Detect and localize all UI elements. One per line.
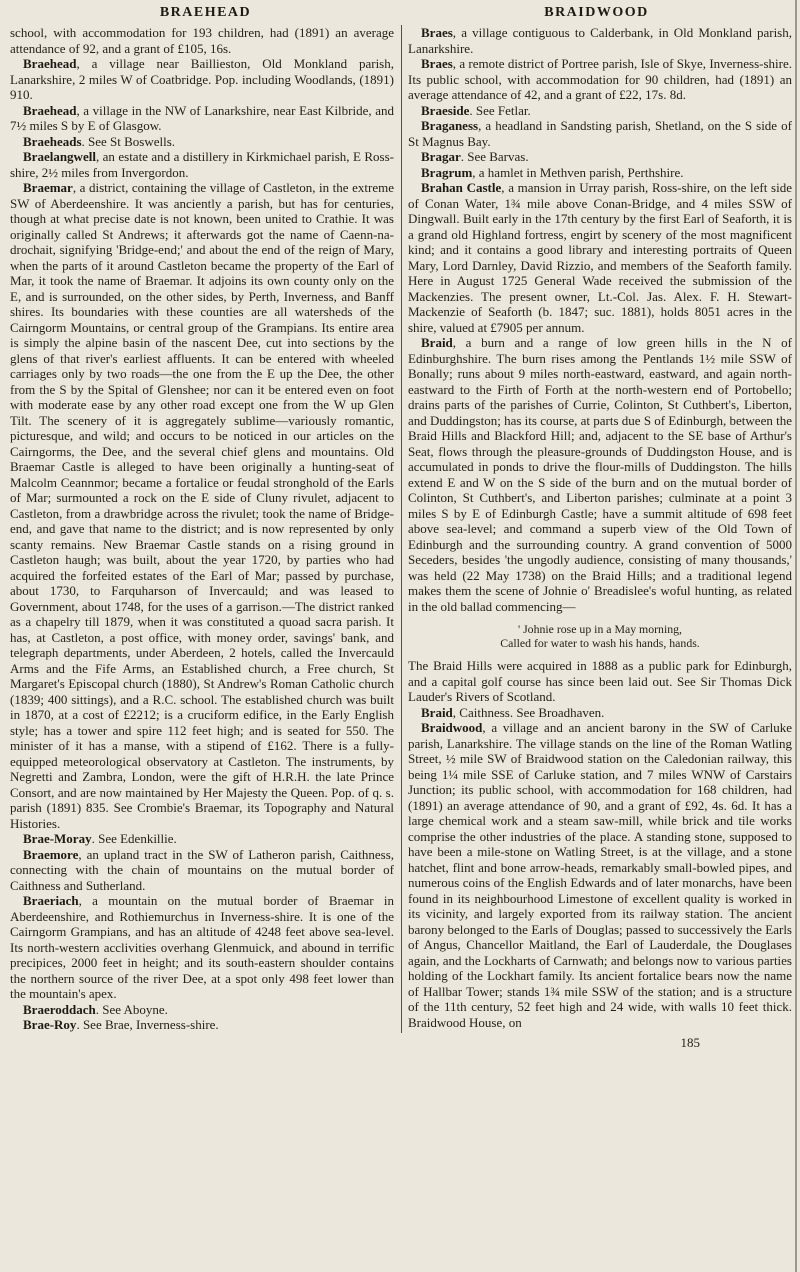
gazetteer-entry [10,134,394,150]
entry-term: Bragar [421,149,461,164]
column-left [10,25,394,1033]
ballad-quote [408,622,792,650]
gazetteer-entry [408,705,792,721]
entry-text: . See Brae, Inverness-shire. [76,1017,219,1032]
entry-text: . See St Boswells. [81,133,176,149]
gazetteer-entry [408,103,792,119]
entry-text: . See Barvas. [460,149,529,164]
gazetteer-entry [408,180,792,335]
entry-term: Braemore [23,846,79,862]
entry-text: , a remote district of Portree parish, Isle of Skye, Inverness-shire. Its public school, with accommodation for 90 children, had (1891) an average attendance of 42, and a grant of £22, 17s. 8d. [408,56,792,102]
entry-text: , Caithness. See Broadhaven. [452,704,605,720]
gazetteer-entry [10,847,394,894]
entry-term: Brahan Castle [421,180,502,195]
entry-text: , a burn and a range of low green hills in the N of Edinburghshire. The burn rises among the Pentlands 1½ mile SSW of Bonally; runs about 9 miles north-eastward, eastward, and again north-eastward to the Firth of Forth at the north-western end of Portobello; drains parts of the parishes of Currie, Colinton, St Cuthbert's, Liberton, and Duddingston; has its course, at parts due S of Edinburgh, between the Braid Hills and Blackford Hill; and, adjacent to the SE base of Arthur's Seat, flows through the pleasure-grounds of Duddingston House, and is accumulated in ponds to drive the flour-mills of Duddingston. The hills extend E and W on the S side of the burn and on the mutual border of Colinton, St Cuthbert's, and Liberton parishes; culminate at a point 3 miles S by E of Edinburgh Castle; have a summit altitude of 698 feet above sea-level; and command a superb view of the Old Town of Edinburgh and the surrounding country. A grand convention of 5000 Seceders, besides 'the ungodly audience, consisting of many thousands,' was held (22 May 1738) on the Braid Hills; and a traditional legend makes them the scene of Johnie o' Breadislee's woful hunting, as related in the old ballad commencing— [408,335,792,614]
column-right [408,25,792,1033]
entry-text: , a village near Baillieston, Old Monkland parish, Lanarkshire, 2 miles W of Coatbridge. Pop. including Woodlands, (1891) 910. [10,56,394,102]
gazetteer-entry [10,180,394,831]
gazetteer-entry [408,149,792,165]
entry-text: . See Fetlar. [469,102,531,118]
continuation-paragraph [10,25,394,56]
gazetteer-entry [408,720,792,1030]
scan-edge [795,0,797,1272]
entry-text: , a mansion in Urray parish, Ross-shire, on the left side of Conan Water, 1¾ mile above Conan-Bridge, and 4 miles SSW of Dingwall. Built early in the 17th century by the first Earl of Seaforth, it is a grand old Highland fortress, engirt by scenery of the most magnificent kind; and it contains a good library and interesting portraits of Queen Mary, Lord Darnley, David Rizzio, and members of the Seaforth family. Here in August 1725 General Wade received the submission of the Mackenzies. The present owner, Lt.-Col. Jas. Alex. F. H. Stewart-Mackenzie of Seaforth (b. 1847; suc. 1881), holds 8051 acres in the shire, valued at £7905 per annum. [408,180,793,335]
entry-text: , a village contiguous to Calderbank, in Old Monkland parish, Lanarkshire. [408,25,792,56]
gazetteer-entry [408,165,792,181]
entry-term: Braid [421,704,453,720]
entry-term: Braehead [23,102,77,118]
gazetteer-entry [10,56,394,103]
running-head-left: BRAEHEAD [159,5,252,20]
entry-text: school, with accommodation for 193 children, had (1891) an average attendance of 92, and a grant of £105, 16s. [10,25,394,56]
gazetteer-entry [10,1017,394,1033]
entry-term: Braid [421,335,453,350]
entry-term: Braelangwell [23,149,96,164]
entry-term: Braganess [421,118,479,133]
gazetteer-entry [10,149,394,180]
gazetteer-entry [408,335,792,614]
gazetteer-entry [408,118,792,149]
entry-text: , an upland tract in the SW of Latheron parish, Caithness, connecting with the chain of mountains on the mutual border of Caithness and Sutherland. [10,846,394,893]
quote-line: ' Johnie rose up in a May morning, [518,622,682,636]
entry-term: Braemar [23,180,73,195]
continuation-paragraph [408,658,792,705]
entry-term: Brae-Moray [23,831,92,846]
gazetteer-entry [408,25,792,56]
page-number: 185 [680,1034,700,1050]
entry-term: Braeroddach [23,1001,96,1017]
entry-text: , a hamlet in Methven parish, Perthshire. [472,164,684,180]
running-heads [10,5,792,21]
entry-text: , a mountain on the mutual border of Braemar in Aberdeenshire, and Rothiemurchus in Inverness-shire. It is one of the Cairngorm Grampians, and has an altitude of 4248 feet above sea-level. Its north-western acclivities overhang Glenmuick, and abound in terrific precipices, 2000 feet in height; and its south-eastern shoulder contains the northern source of the river Dee, at a spot only 498 feet lower than the mountain's apex. [10,893,394,1001]
entry-term: Braeside [421,102,470,118]
gazetteer-entry [10,893,394,1002]
entry-term: Braeheads [23,133,82,149]
entry-text: , a village and an ancient barony in the SW of Carluke parish, Lanarkshire. The village stands on the line of the Roman Watling Street, ½ mile SW of Braidwood station on the Caledonian railway, this being 1¼ mile SSE of Carluke station, and 7 miles WNW of Carstairs Junction; its public school, with accommodation for 168 children, had (1891) an average attendance of 90, and a grant of £92, 4s. 6d. It has a large chemical work and a steam saw-mill, while brick and tile works comprise the other industries of the place. A standing stone, supposed to have been a mile-stone on Watling Street, is at the village, and a stone hatchet, flint and bone arrow-heads, remarkably small-bowled pipes, and numerous coins of the English Edwards and of later monarchs, have been found in its neighbourhood Limestone of excellent quality is worked in its vicinity, and largely exported from its railway station. The ancient barony belonged to the Earls of Douglas; passed to successively the Earls of Angus, Chancellor Maitland, the Earl of Lauderdale, the Douglases again, and the Lockharts of Carnwath; and belongs now to various parties holding of the Lockhart family. Its ancient fortalice bears now the name of Hallbar Tower; stands 1¾ mile SSW of the station; and is a structure of the 11th century, 52 feet high and 24 wide, with walls 10 feet thick. Braidwood House, on [408,720,792,1030]
entry-term: Braes [421,25,453,40]
column-divider-rule [401,25,402,1033]
entry-term: Braidwood [421,720,483,735]
gazetteer-entry [408,56,792,103]
entry-term: Braehead [23,56,77,71]
quote-line: Called for water to wash his hands, hands. [500,636,700,650]
entry-term: Brae-Roy [23,1017,77,1032]
entry-text: . See Edenkillie. [91,831,177,846]
gazetteer-entry [10,831,394,847]
entry-text: The Braid Hills were acquired in 1888 as a public park for Edinburgh, and a capital golf course has since been laid out. See Sir Thomas Dick Lauder's Rivers of Scotland. [408,658,792,704]
entry-text: . See Aboyne. [95,1001,168,1017]
gazetteer-entry [10,1002,394,1018]
entry-term: Braeriach [23,893,79,908]
entry-term: Bragrum [421,164,473,180]
entry-term: Braes [421,56,453,71]
entry-text: , a headland in Sandsting parish, Shetland, on the S side of St Magnus Bay. [408,118,792,149]
entry-text: , a district, containing the village of Castleton, in the extreme SW of Aberdeenshire. It was anciently a parish, but has for centuries, though at what precise date is not known, been united to Crathie. It was originally called St Andrews; it afterwards got the name of Caenn-na-drochait, signifying 'Bridge-end;' and about the end of the reign of Mary, when the parts of it around Castleton became the property of the Earl of Mar, it took the name of Braemar. It adjoins its own county only on the E, and is surrounded, on the other sides, by Perth, Inverness, and Banff shires. Its boundaries with these counties are all watersheds of the Cairngorm Mountains, or central group of the Grampians. Its entire area is simply the alpine basin of the nascent Dee, cut into sections by the glens of that river's earliest affluents. It can be entered with wheeled carriages only by two roads—the one from the E up the Dee, the other from the S by the Spital of Glenshee; nor can it be entered even on foot with moderate ease by any other road except one from the W up Glen Tilt. The scenery of it is aggregately sublime—variously romantic, picturesque, and wild; and occurs to be noticed in our articles on the Cairngorms, the Dee, and the several chief glens and mountains. Old Braemar Castle is alleged to have been originally a hunting-seat of Malcolm Ceannmor; became a fortalice or feudal stronghold of the Earls of Mar; surmounted a rock on the E side of Cluny rivulet, adjacent to Castleton, from a drawbridge across the rivulet; took the name of Bridge-end, and gave that name to the district; and is now represented by only scanty remains. New Braemar Castle stands on a rising ground in Castleton haugh; was built, about the year 1720, by parties who had acquired the forfeited estates of the Earl of Mar; passed by purchase, about 1730, to Farquharson of Invercauld; and was leased to Government, about 1748, for the uses of a garrison.—The district ranked as a chapelry till 1879, when it was constituted a quoad sacra parish. It has, at Castleton, a post office, with money order, savings' bank, and telegraph departments, under Aberdeen, 2 hotels, called the Invercauld Arms and the Fife Arms, an Established church, a Free church, St Margaret's Episcopal church (1880), St Andrew's Roman Catholic church (1839; 400 sittings), and a R.C. school. The established church was built in 1870, at a cost of £2212; is a cruciform edifice, in the Early English style; has a tower and spire 112 feet high; and is seated for 550. The minister of it has a manse, with a stipend of £162. There is a fully-equipped meteorological observatory at Castleton. The instruments, by Negretti and Zambra, London, were the gift of H.R.H. the late Prince Consort, and are now maintained by Her Majesty the Queen. Pop. of q. s. parish (1891) 835. See Crombie's Braemar, its Topography and Natural Histories. [10,180,394,831]
entry-text: , an estate and a distillery in Kirkmichael parish, E Ross-shire, 2½ miles from Invergordon. [10,149,394,180]
running-head-right: BRAIDWOOD [544,5,649,20]
entry-text: , a village in the NW of Lanarkshire, near East Kilbride, and 7½ miles S by E of Glasgow. [10,102,394,133]
gazetteer-entry [10,103,394,134]
text-columns [10,25,792,1033]
